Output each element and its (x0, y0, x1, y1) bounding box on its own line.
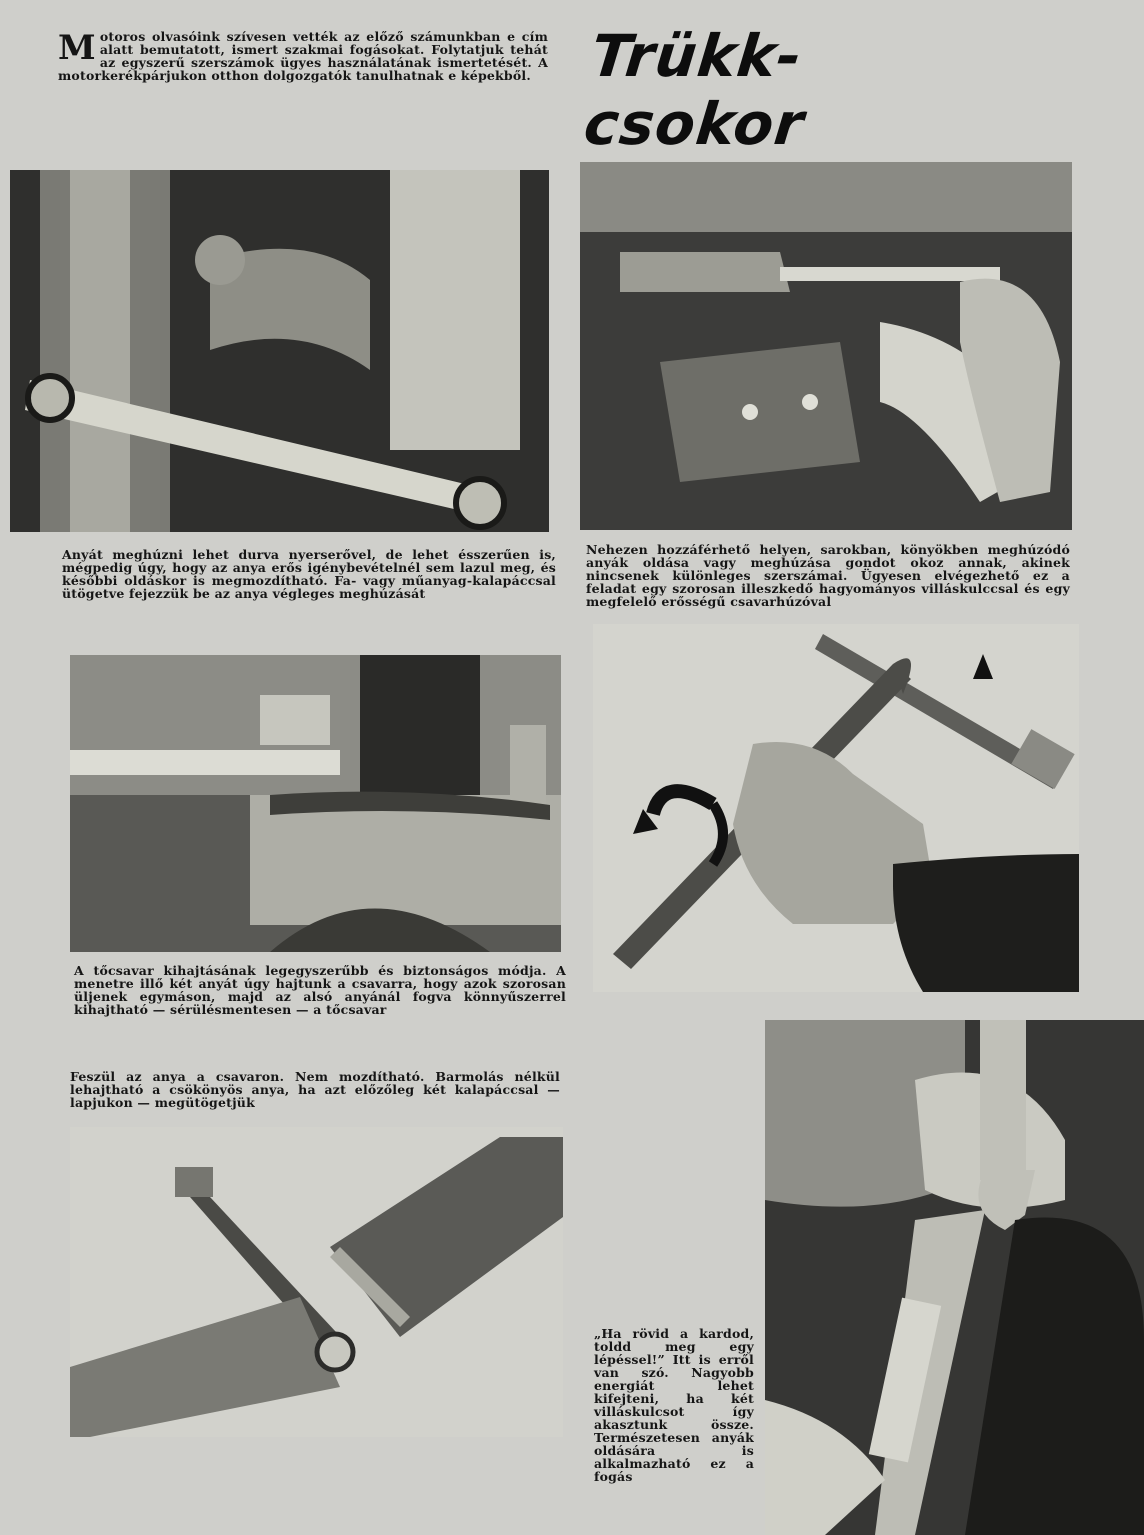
article-title: Trükk-csokor (580, 22, 808, 158)
photo-wrench-lever (593, 624, 1079, 992)
caption-photo-5: „Ha rövid a kardod, toldd meg egy lépéssel!” Itt is erről van szó. Nagyobb energiát lehet kifejteni, ha két villáskulcsot így akasztunk össze. Természetesen anyák oldására is alkalmazható ez a fogás (594, 1326, 754, 1484)
photo-two-wrenches-joined (765, 1020, 1144, 1535)
intro-paragraph (58, 30, 548, 82)
intro-text: otoros olvasóink szívesen vették az előző számunkban e cím alatt bemutatott, ismert szakmai fogásokat. Folytatjuk tehát az egyszerű szerszámok ügyes használatának ismertetését. A motorkerékpárjukon otthon dolgozgatók tanulhatnak e képekből. (58, 29, 548, 83)
intro-dropcap: M (58, 28, 96, 68)
photo-two-hammers-bolt (70, 1127, 563, 1437)
caption-photo-2: Nehezen hozzáférhető helyen, sarokban, könyökben meghúzódó anyák oldása vagy meghúzása gondot okoz annak, akinek nincsenek különleges szerszámai. Ügyesen elvégezhető ez a feladat egy szorosan illeszkedő hagyományos villáskulccsal és egy megfelelő erősségű csavarhúzóval (586, 542, 1070, 609)
caption-photo-1: Anyát meghúzni lehet durva nyerserővel, de lehet ésszerűen is, mégpedig úgy, hogy az anya erős igénybevételnél sem lazul meg, és későbbi oldáskor is megmozdítható. Fa- vagy műanyag-kalapáccsal ütögetve fejezzük be az anya végleges meghúzását (62, 547, 556, 601)
photo-wrench-nut (10, 170, 549, 532)
caption-photo-3: A tőcsavar kihajtásának legegyszerűbb és biztonságos módja. A menetre illő két anyát úgy hajtunk a csavarra, hogy azok szorosan üljenek egymáson, majd az alsó anyánál fogva könnyűszerrel kihajtható — sérülésmentesen — a tőcsavar (74, 963, 566, 1017)
caption-photo-4: Feszül az anya a csavaron. Nem mozdítható. Barmolás nélkül lehajtható a csökönyös anya, ha azt előzőleg két kalapáccsal — lapjukon — megütögetjük (70, 1069, 560, 1110)
photo-screwdriver-corner (580, 162, 1072, 530)
photo-double-nut-stud (70, 655, 561, 952)
